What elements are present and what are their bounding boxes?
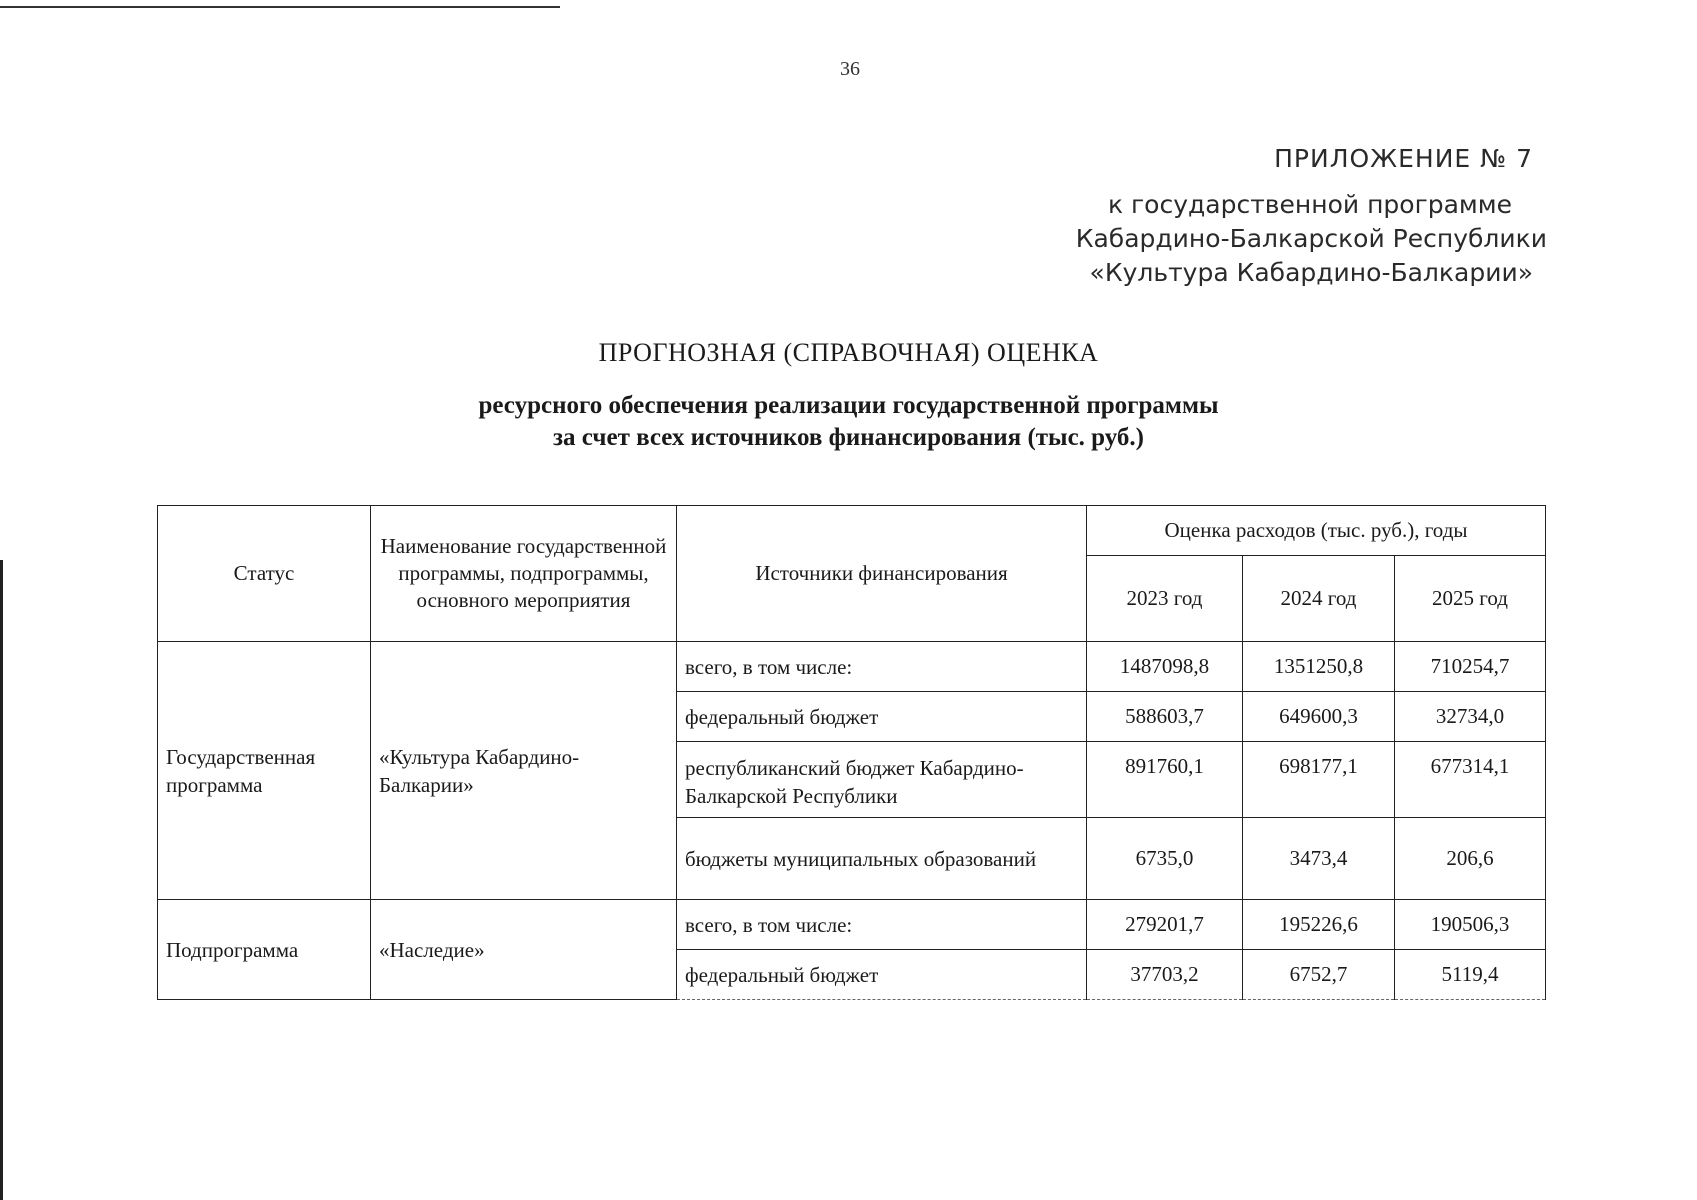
row-source: бюджеты муниципальных образований [677,818,1087,900]
table-header-row [158,506,1546,556]
value-2023: 891760,1 [1087,742,1243,818]
row-source: всего, в том числе: [677,642,1087,692]
header-year-2023: 2023 год [1087,556,1243,642]
row-source: республиканский бюджет Кабардино-Балкарской Республики [677,742,1087,818]
header-status: Статус [158,506,371,642]
value-2024: 195226,6 [1243,900,1395,950]
row-program-name: «Культура Кабардино-Балкарии» [371,642,677,900]
header-source: Источники финансирования [677,506,1087,642]
row-status: Подпрограмма [158,900,371,1000]
row-source: всего, в том числе: [677,900,1087,950]
subtitle-line-1: ресурсного обеспечения реализации государственной программы [478,392,1219,419]
value-2023: 588603,7 [1087,692,1243,742]
header-name: Наименование государственной программы, подпрограммы, основного мероприятия [371,506,677,642]
value-2024: 1351250,8 [1243,642,1395,692]
budget-table [157,505,1546,1000]
appendix-line-1: к государственной программе [1107,190,1512,219]
header-year-2024: 2024 год [1243,556,1395,642]
value-2024: 698177,1 [1243,742,1395,818]
value-2025: 190506,3 [1395,900,1546,950]
row-source: федеральный бюджет [677,950,1087,1000]
page-number: 36 [840,58,860,80]
document-subtitle [0,390,1697,454]
value-2025: 677314,1 [1395,742,1546,818]
value-2024: 6752,7 [1243,950,1395,1000]
value-2024: 3473,4 [1243,818,1395,900]
appendix-block [1076,142,1547,290]
table-row [158,642,1546,692]
header-year-2025: 2025 год [1395,556,1546,642]
value-2025: 710254,7 [1395,642,1546,692]
value-2025: 206,6 [1395,818,1546,900]
appendix-title: ПРИЛОЖЕНИЕ № 7 [1274,144,1533,173]
appendix-line-2: Кабардино-Балкарской Республики [1075,224,1547,253]
row-program-name: «Наследие» [371,900,677,1000]
document-title: ПРОГНОЗНАЯ (СПРАВОЧНАЯ) ОЦЕНКА [598,338,1099,367]
subtitle-line-2: за счет всех источников финансирования (тыс. руб.) [552,424,1144,451]
table-row [158,900,1546,950]
value-2023: 6735,0 [1087,818,1243,900]
scan-edge-left [0,560,3,1200]
value-2023: 279201,7 [1087,900,1243,950]
row-source: федеральный бюджет [677,692,1087,742]
value-2024: 649600,3 [1243,692,1395,742]
value-2023: 37703,2 [1087,950,1243,1000]
value-2025: 5119,4 [1395,950,1546,1000]
scan-edge-top [0,6,560,8]
row-status: Государственная программа [158,642,371,900]
value-2023: 1487098,8 [1087,642,1243,692]
value-2025: 32734,0 [1395,692,1546,742]
header-estimate: Оценка расходов (тыс. руб.), годы [1087,506,1546,556]
appendix-line-3: «Культура Кабардино-Балкарии» [1089,258,1533,287]
